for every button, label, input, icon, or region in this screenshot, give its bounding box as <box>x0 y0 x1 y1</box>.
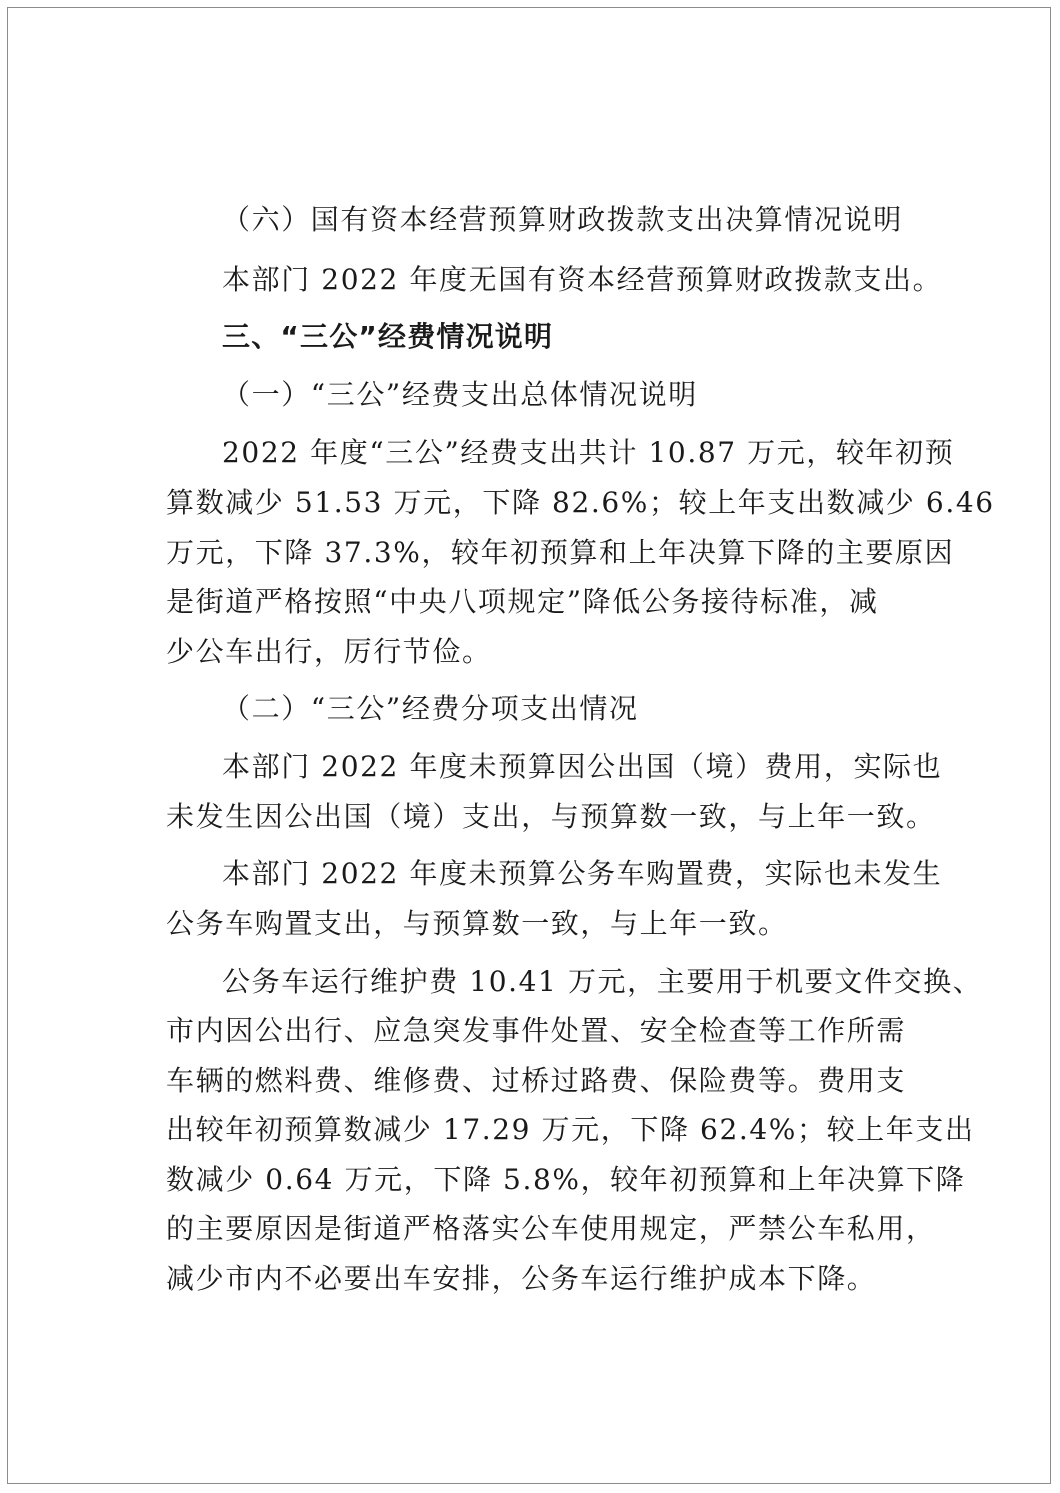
operation-line-6: 的主要原因是街道严格落实公车使用规定，严禁公车私用， <box>166 1212 936 1245</box>
section-3-2-heading: （二）“三公”经费分项支出情况 <box>222 692 639 725</box>
section-3-1-line-1: 2022 年度“三公”经费支出共计 10.87 万元，较年初预 <box>222 436 955 469</box>
operation-line-5: 数减少 0.64 万元，下降 5.8%，较年初预算和上年决算下降 <box>166 1163 966 1196</box>
section-6-body: 本部门 2022 年度无国有资本经营预算财政拨款支出。 <box>222 263 943 296</box>
purchase-line-2: 公务车购置支出，与预算数一致，与上年一致。 <box>166 907 788 940</box>
operation-line-1: 公务车运行维护费 10.41 万元，主要用于机要文件交换、 <box>222 965 983 998</box>
operation-line-4: 出较年初预算数减少 17.29 万元，下降 62.4%；较上年支出 <box>166 1113 975 1146</box>
abroad-line-1: 本部门 2022 年度未预算因公出国（境）费用，实际也 <box>222 750 943 783</box>
section-3-1-line-5: 少公车出行，厉行节俭。 <box>166 635 492 668</box>
section-3-1-line-4: 是街道严格按照“中央八项规定”降低公务接待标准，减 <box>166 585 879 618</box>
section-3-1-line-3: 万元，下降 37.3%，较年初预算和上年决算下降的主要原因 <box>166 536 955 569</box>
abroad-line-2: 未发生因公出国（境）支出，与预算数一致，与上年一致。 <box>166 800 936 833</box>
operation-line-7: 减少市内不必要出车安排，公务车运行维护成本下降。 <box>166 1262 877 1295</box>
operation-line-2: 市内因公出行、应急突发事件处置、安全检查等工作所需 <box>166 1014 907 1047</box>
operation-line-3: 车辆的燃料费、维修费、过桥过路费、保险费等。费用支 <box>166 1064 907 1097</box>
section-3-heading: 三、“三公”经费情况说明 <box>222 320 554 353</box>
section-3-1-line-2: 算数减少 51.53 万元，下降 82.6%；较上年支出数减少 6.46 <box>166 486 995 519</box>
section-3-1-heading: （一）“三公”经费支出总体情况说明 <box>222 378 698 411</box>
section-6-heading: （六）国有资本经营预算财政拨款支出决算情况说明 <box>222 203 903 236</box>
purchase-line-1: 本部门 2022 年度未预算公务车购置费，实际也未发生 <box>222 857 943 890</box>
